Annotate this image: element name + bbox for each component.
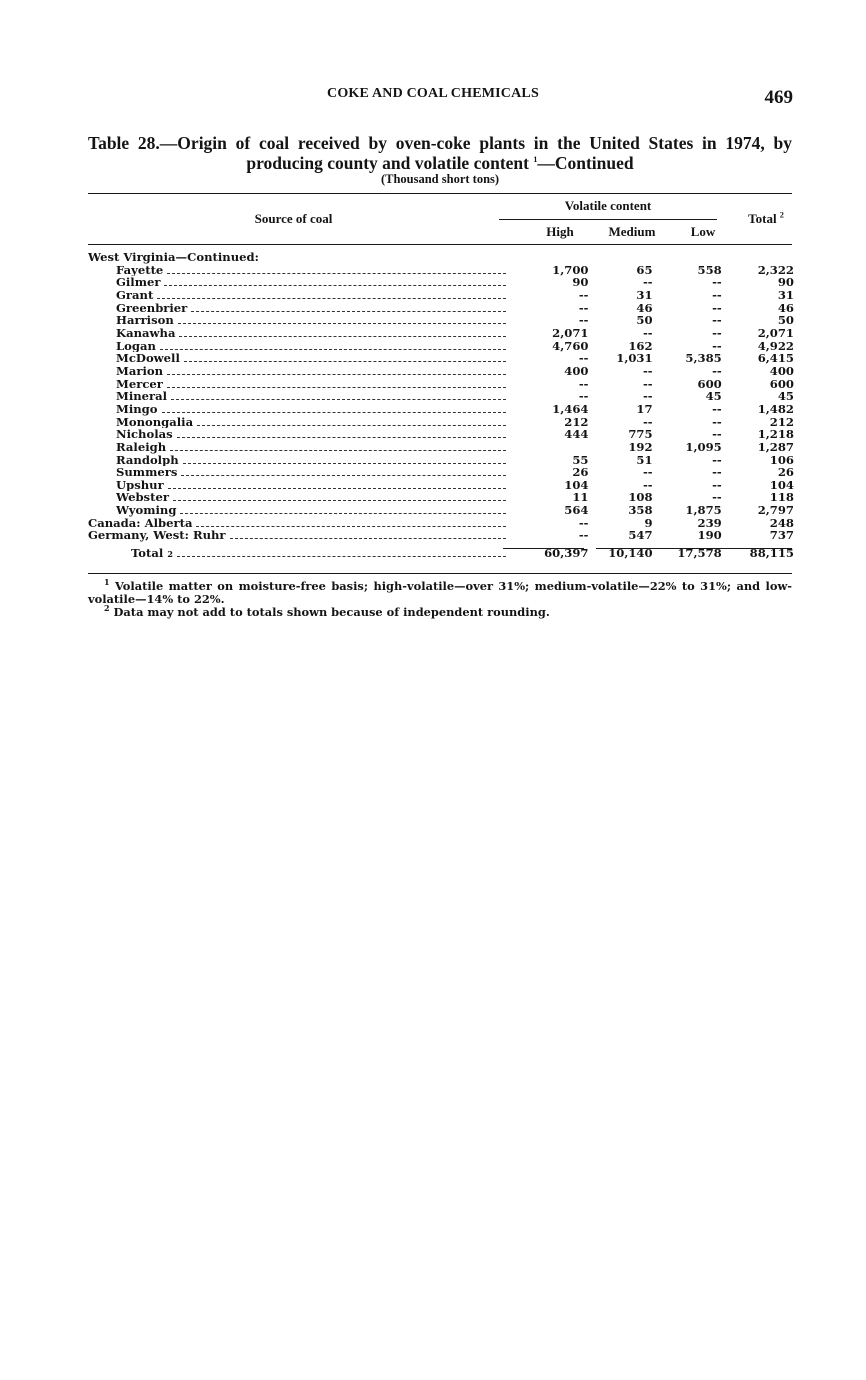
cell-low: 45 [705,390,722,403]
row-label-wrap [88,289,506,302]
row-label-wrap: Total 2 [88,542,506,564]
cell-high: -- [578,314,589,327]
row-label-text: West Virginia—Continued: [88,251,259,264]
row-label-wrap [88,466,506,479]
cell-total: 2,797 [757,504,794,517]
row-label [88,365,506,378]
cell-total: 400 [769,364,794,378]
header-total: Total $^2$ [748,210,784,226]
row-label-text: Grant [116,288,154,302]
table-row [88,289,794,302]
cell-low: 190 [697,529,722,543]
row-label-text: Randolph [116,453,179,467]
row-label-wrap [88,302,506,315]
cell-low: -- [712,339,722,353]
row-label-text: Total [131,546,164,561]
row-label-wrap [88,416,506,429]
row-label-wrap [88,340,506,353]
row-label [88,340,506,353]
row-label [88,491,506,504]
cell-low: -- [712,466,722,479]
cell-low: 600 [697,377,722,391]
row-label-text: Logan [116,339,156,353]
row-label [88,378,506,391]
row-label [88,314,506,327]
table-title-line1: Table 28.—Origin of coal received by oven-coke plants in the United States in 1974, by [88,133,792,153]
cell-total: 1,218 [757,428,794,441]
dot-leader [167,273,506,274]
table-row [88,378,794,391]
dot-leader [171,399,506,400]
cell-low: -- [712,402,722,416]
table-row [88,264,794,277]
page-number: 469 [764,87,793,108]
header-low: Low [690,224,716,239]
row-label [88,479,506,492]
table-row [88,403,794,416]
cell-total: 600 [769,377,794,391]
cell-high: -- [578,301,589,315]
cell-medium [588,251,652,264]
cell-total: 90 [777,276,794,289]
table-row [88,441,794,454]
table-row [88,276,794,289]
cell-total: 1,287 [757,440,794,454]
cell-high: -- [578,390,589,403]
table-row [88,302,794,315]
cell-total: 737 [769,529,794,543]
header-source: Source of coal [254,211,333,226]
row-label-text: Nicholas [116,428,173,441]
row-label-wrap [88,517,506,530]
cell-high: 1,700 [552,263,589,277]
volatile-rule [499,219,717,220]
table-row [88,428,794,441]
row-label-wrap [88,276,506,289]
row-label-text: Mineral [116,390,168,403]
row-label-wrap [88,390,506,403]
row-label-wrap [88,403,506,416]
cell-medium: 547 [628,529,653,543]
cell-low: -- [712,288,722,302]
cell-medium: 9 [644,516,653,530]
row-label [88,264,506,277]
cell-total: 4,922 [757,339,794,353]
cell-medium: 10,140 [608,546,653,561]
cell-medium: -- [642,364,653,378]
cell-medium: 775 [628,428,653,441]
cell-medium: 50 [636,314,653,327]
footnote-2: $^2$ Data may not add to totals shown because of independent rounding. [104,603,550,619]
row-label-wrap [88,491,506,504]
row-label [88,416,506,429]
cell-low: 558 [697,263,722,277]
row-label [88,466,506,479]
row-label-text: Monongalia [116,415,194,429]
table-row [88,416,794,429]
dot-leader [180,513,506,514]
cell-low: -- [712,364,722,378]
cell-total: 50 [777,314,794,327]
cell-high: 90 [572,276,589,289]
cell-total: 2,322 [757,263,794,277]
row-label [88,289,506,302]
cell-high: -- [578,529,589,543]
cell-total: 118 [769,491,794,505]
dot-leader [196,526,506,527]
row-label [88,542,506,564]
dot-leader [191,311,506,312]
cell-medium: 17 [636,402,653,416]
row-label-wrap [88,314,506,327]
dot-leader [179,336,506,337]
dot-leader [184,361,506,362]
cell-high: -- [578,516,589,530]
row-label [88,390,506,403]
footnotes [88,577,792,619]
table-row [88,466,794,479]
table-row [88,529,794,542]
cell-medium: -- [642,478,653,492]
cell-medium: 162 [628,339,653,353]
row-label [88,302,506,315]
cell-high: 60,397 [544,546,589,561]
table-row [88,491,794,504]
cell-low: -- [712,276,722,289]
row-label-wrap [88,327,506,340]
cell-low: 17,578 [677,546,722,561]
row-label-wrap [88,352,506,365]
cell-high: 444 [564,428,589,441]
table-row [88,327,794,340]
row-label [88,441,506,454]
dot-leader [164,285,506,286]
row-label-wrap [88,454,506,467]
cell-low: -- [712,415,722,429]
cell-total: 1,482 [757,402,794,416]
row-label [88,517,506,530]
cell-high [506,441,588,454]
cell-medium: -- [642,466,653,479]
row-label-text: Germany, West: Ruhr [88,529,226,543]
cell-high: 11 [572,491,589,505]
total-row [88,542,794,564]
dot-leader [177,556,506,557]
cell-high [506,251,588,264]
row-label [88,504,506,517]
dot-leader [157,298,506,299]
row-label-text: Kanawha [116,326,176,340]
cell-medium: 108 [628,491,653,505]
header-high: High [546,224,574,239]
table-title-line2: producing county and volatile content $^1$—Continued [246,153,634,173]
cell-low: 1,095 [685,440,722,454]
dot-leader [173,500,506,501]
cell-total: 248 [769,516,794,530]
cell-low: -- [712,326,722,340]
cell-total: 88,115 [749,546,794,561]
cell-high: 104 [564,478,589,492]
cell-total [722,251,794,264]
dot-leader [162,412,507,413]
cell-medium: -- [642,276,653,289]
cell-low: -- [712,453,722,467]
row-label-text: Fayette [116,263,164,277]
row-label-text: Raleigh [116,440,167,454]
row-label-text: McDowell [116,352,180,365]
row-label [88,276,506,289]
total-top-rule-high [503,548,584,549]
cell-high: 564 [564,504,589,517]
table-row [88,340,794,353]
row-label [88,454,506,467]
cell-medium: 65 [636,263,653,277]
row-label [88,251,506,264]
cell-high: -- [578,288,589,302]
cell-high: -- [578,377,589,391]
table-row [88,390,794,403]
table-row [88,352,794,365]
row-label-text: Summers [116,466,178,479]
row-label-text: Marion [116,364,164,378]
cell-high: 55 [572,453,589,467]
dot-leader [181,475,506,476]
row-label-wrap [88,479,506,492]
cell-medium: 46 [636,301,653,315]
cell-low [653,251,722,264]
row-label-text: Canada: Alberta [88,516,193,530]
table-row [88,504,794,517]
row-label-text: Mingo [116,402,158,416]
footnote-1: $^1$ Volatile matter on moisture-free basis; high-volatile—over 31%; medium-volatile—22% to 31%; and low-volatile—14% to 22%. [88,577,792,606]
cell-total: 104 [769,478,794,492]
cell-medium: -- [642,377,653,391]
cell-low: -- [712,314,722,327]
cell-high: 212 [564,415,589,429]
cell-total: 2,071 [757,326,794,340]
cell-medium: -- [642,326,653,340]
cell-low: 239 [697,516,722,530]
dot-leader [183,463,506,464]
cell-medium: 192 [628,440,653,454]
table-row [88,517,794,530]
running-head: COKE AND COAL CHEMICALS [327,86,539,101]
cell-high: 4,760 [552,339,589,353]
cell-total: 31 [777,288,794,302]
row-label-text: Mercer [116,377,163,391]
cell-medium: 1,031 [616,352,653,365]
table-row [88,365,794,378]
row-label-wrap [88,378,506,391]
row-label [88,428,506,441]
row-label [88,352,506,365]
dot-leader [197,425,506,426]
row-label-text: Greenbrier [116,301,188,315]
cell-total: 26 [777,466,794,479]
row-label-wrap [88,365,506,378]
cell-medium: 31 [636,288,653,302]
cell-medium: 51 [636,453,653,467]
row-label-text: Wyoming [116,504,177,517]
row-label-wrap [88,441,506,454]
dot-leader [177,437,506,438]
data-table-body [88,251,794,564]
table-row [88,479,794,492]
header-bottom-rule [88,244,792,245]
row-label-text: Upshur [116,478,164,492]
table-row [88,251,794,264]
cell-total: 46 [777,301,794,315]
cell-high: 26 [572,466,589,479]
row-label [88,529,506,542]
dot-leader [170,450,506,451]
row-label-text: Webster [116,491,169,505]
total-top-rule-rest [596,548,792,549]
cell-low: -- [712,301,722,315]
cell-total: 106 [769,453,794,467]
table-subtitle: (Thousand short tons) [380,172,500,186]
table-title [88,133,792,173]
cell-total: 212 [769,415,794,429]
row-label-wrap [88,251,506,264]
cell-medium: 358 [628,504,653,517]
row-label-text: Gilmer [116,276,161,289]
cell-total: 45 [777,390,794,403]
footnote-ref: 1 [533,155,538,165]
header-top-rule [88,193,792,194]
row-label [88,327,506,340]
row-label-wrap [88,264,506,277]
cell-low: 1,875 [685,504,722,517]
row-label [88,403,506,416]
header-medium: Medium [608,224,656,239]
header-volatile: Volatile content [564,198,652,213]
table-row [88,314,794,327]
cell-total: 6,415 [757,352,794,365]
cell-medium: -- [642,415,653,429]
table-bottom-rule [88,573,792,574]
data-table [88,251,794,564]
cell-high: 1,464 [552,402,589,416]
dot-leader [168,488,506,489]
dot-leader [167,374,506,375]
dot-leader [160,349,506,350]
dot-leader [230,538,507,539]
cell-low: -- [712,428,722,441]
cell-high: 400 [564,364,589,378]
cell-medium: -- [642,390,653,403]
row-label-text: Harrison [116,314,174,327]
cell-low: -- [712,478,722,492]
row-label-wrap [88,428,506,441]
cell-low: 5,385 [685,352,722,365]
cell-low: -- [712,491,722,505]
cell-high: -- [578,352,589,365]
dot-leader [178,323,506,324]
cell-high: 2,071 [552,326,589,340]
dot-leader [167,387,506,388]
row-label-wrap [88,529,506,542]
table-row [88,454,794,467]
row-label-wrap [88,504,506,517]
